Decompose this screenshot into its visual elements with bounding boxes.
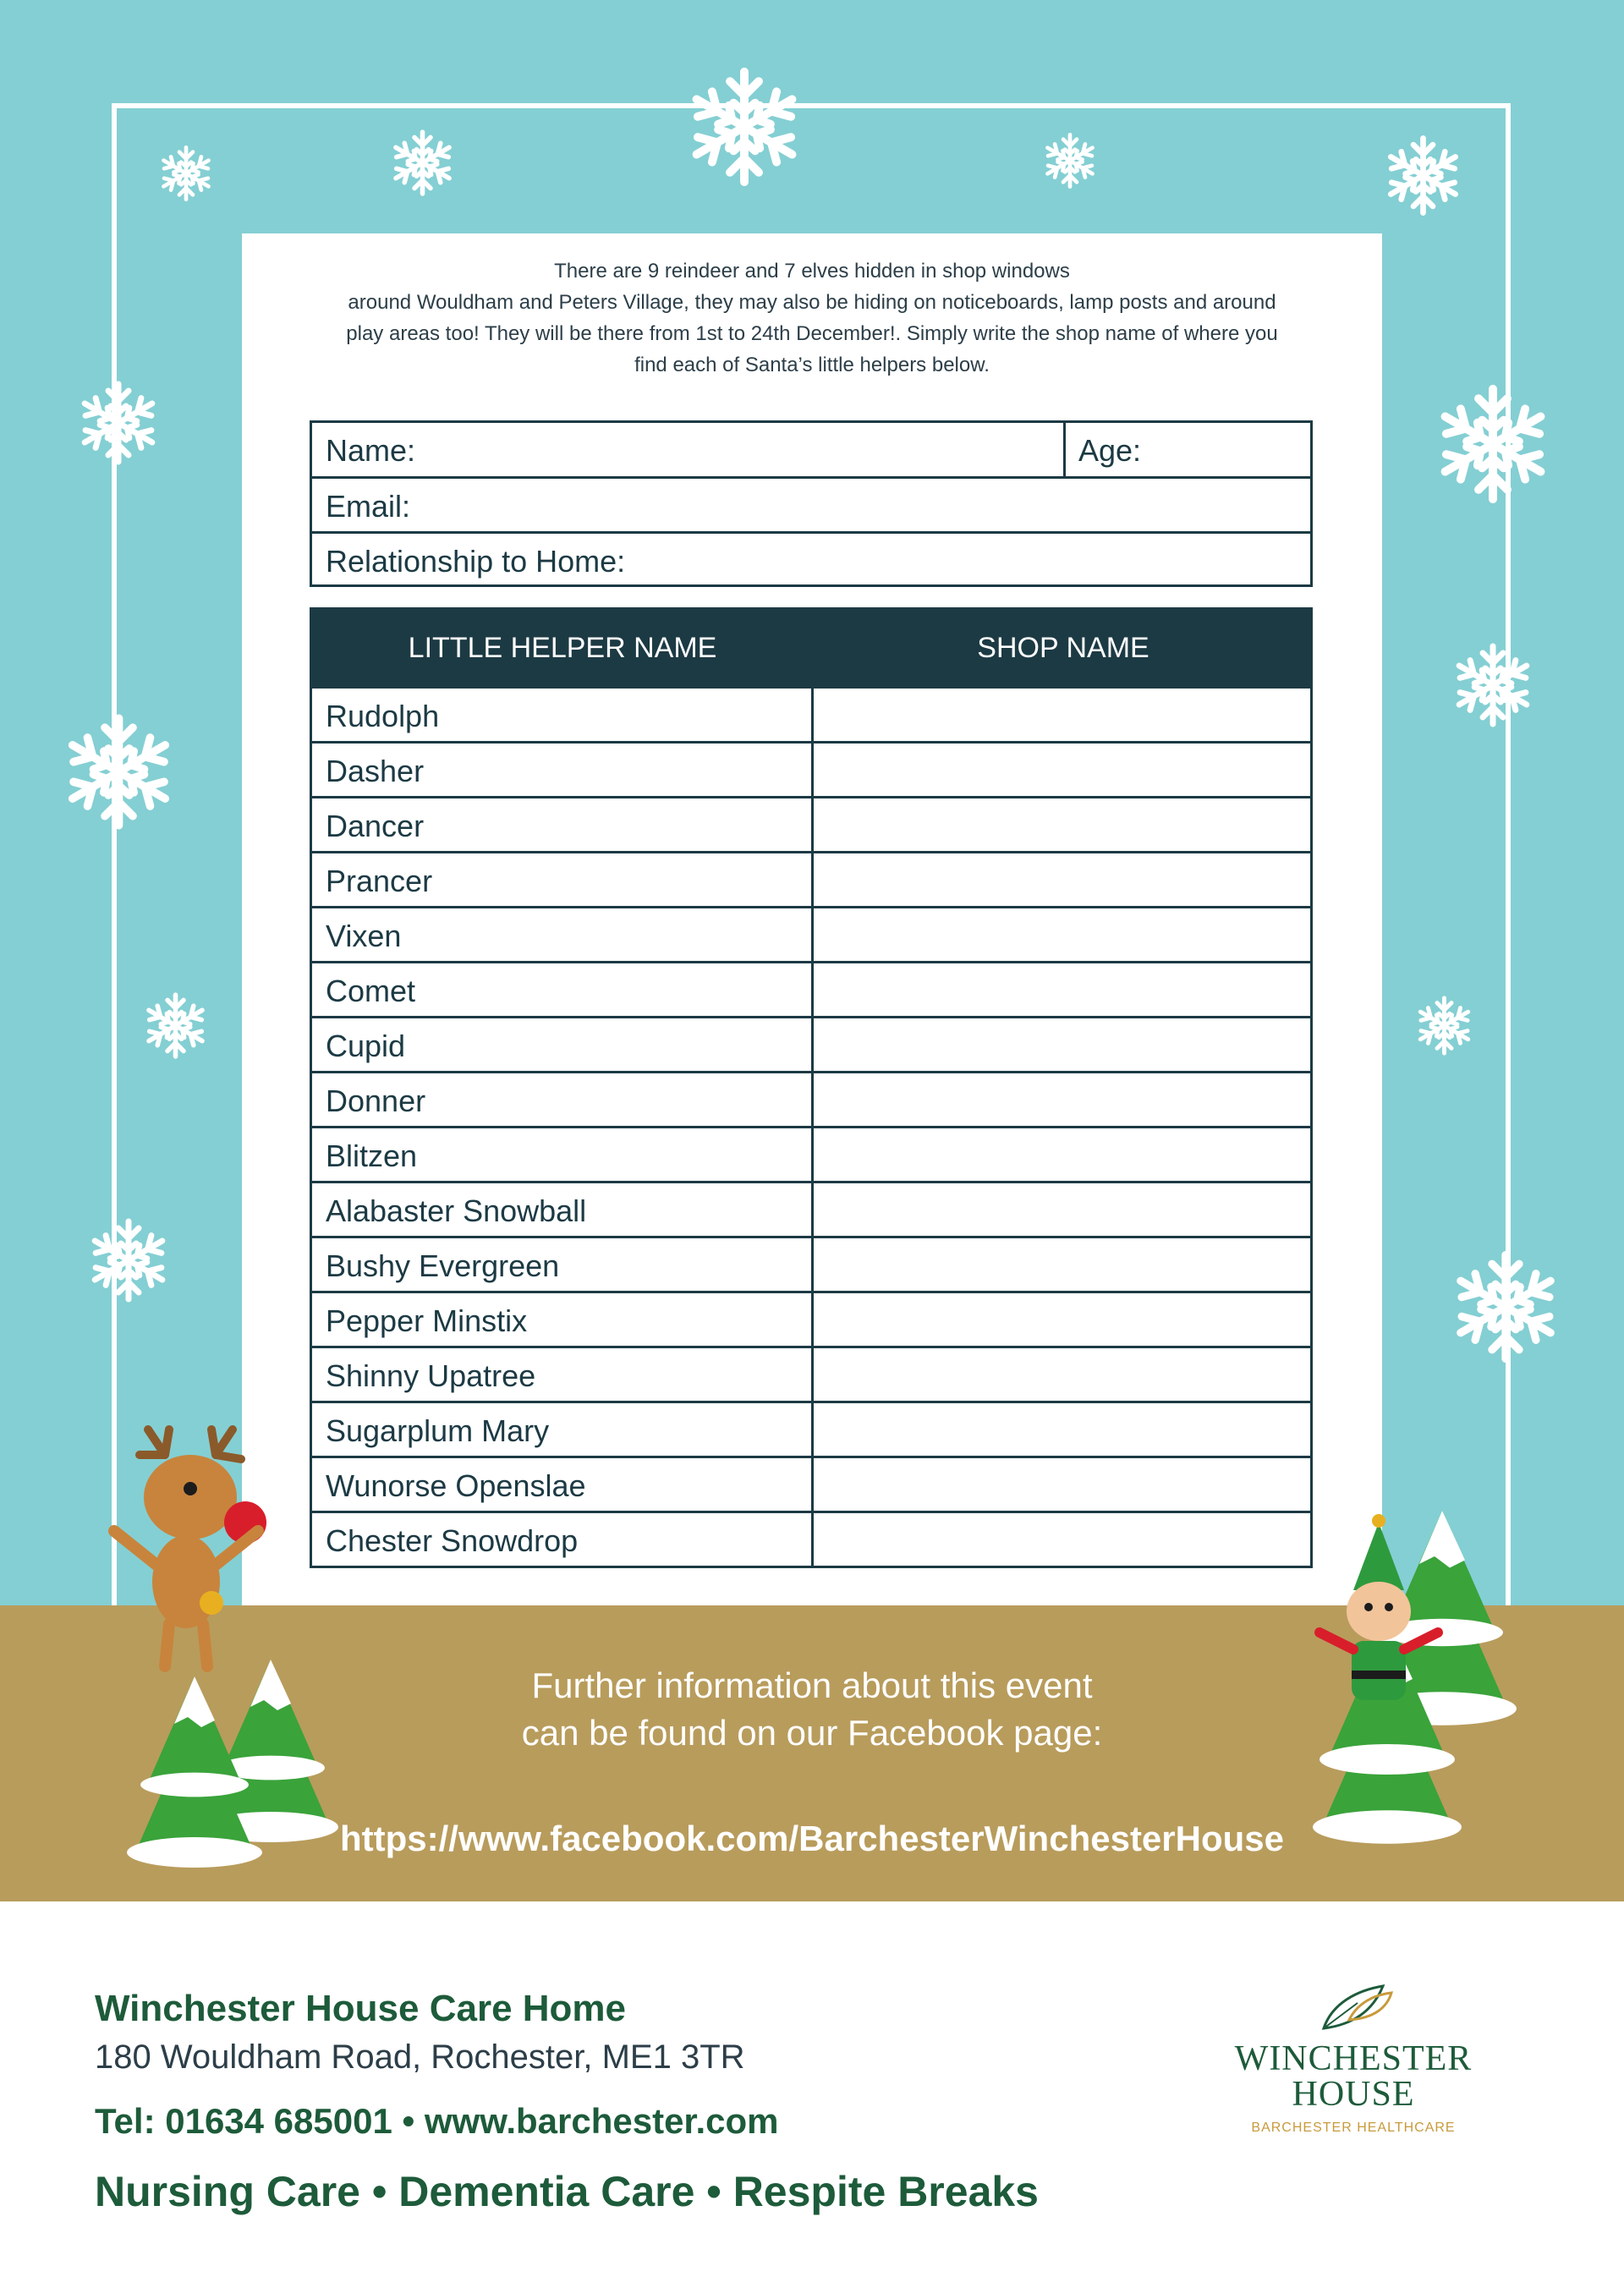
snowflake-icon — [68, 372, 169, 474]
shop-name-cell[interactable] — [814, 908, 1310, 961]
winchester-house-logo — [1210, 1978, 1497, 2136]
home-address: 180 Wouldham Road, Rochester, ME1 3TR — [95, 2038, 745, 2076]
table-row — [312, 1291, 1310, 1346]
facebook-info-line: can be found on our Facebook page: — [521, 1713, 1103, 1753]
helper-name: Shinny Upatree — [326, 1358, 536, 1393]
table-row — [312, 1346, 1310, 1401]
logo-line: HOUSE — [1292, 2075, 1415, 2114]
shop-name-cell[interactable] — [814, 1348, 1310, 1401]
helper-name: Dasher — [326, 754, 425, 788]
shop-name-cell[interactable] — [814, 963, 1310, 1016]
snowflake-icon — [1408, 990, 1480, 1062]
table-row — [312, 1456, 1310, 1511]
facebook-info-line: Further information about this event — [531, 1665, 1093, 1705]
table-row — [312, 1511, 1310, 1566]
helper-name: Cupid — [326, 1029, 406, 1063]
shop-name-cell[interactable] — [814, 1018, 1310, 1071]
name-row[interactable] — [312, 423, 1310, 479]
shop-name-header: SHOP NAME — [977, 632, 1149, 664]
table-row — [312, 1401, 1310, 1456]
instructions-line: around Wouldham and Peters Village, they may also be hiding on noticeboards, lamp posts and around — [348, 291, 1276, 314]
helper-name: Rudolph — [326, 699, 440, 733]
table-row — [312, 686, 1310, 741]
shop-name-cell[interactable] — [814, 1513, 1310, 1566]
row-divider — [1063, 423, 1066, 476]
table-row — [312, 906, 1310, 961]
helper-name: Comet — [326, 974, 416, 1008]
table-row — [312, 961, 1310, 1016]
snowflake-icon — [1421, 372, 1565, 516]
shop-name-cell[interactable] — [814, 798, 1310, 851]
snowflake-icon — [672, 55, 816, 199]
logo-line: WINCHESTER — [1234, 2039, 1473, 2078]
instructions-line: There are 9 reindeer and 7 elves hidden in shop windows — [554, 260, 1070, 283]
snowflake-icon — [382, 123, 463, 203]
instructions-line: find each of Santa’s little helpers below. — [634, 354, 990, 376]
table-row — [312, 1181, 1310, 1236]
helper-name: Donner — [326, 1084, 426, 1118]
logo-tagline: BARCHESTER HEALTHCARE — [1251, 2121, 1456, 2135]
helpers-table — [310, 607, 1313, 1568]
instructions — [271, 255, 1353, 381]
entrant-details-box — [310, 420, 1313, 587]
helper-name: Dancer — [326, 809, 425, 843]
snowflake-icon — [1036, 127, 1104, 195]
shop-name-cell[interactable] — [814, 1073, 1310, 1126]
age-label: Age: — [1078, 433, 1142, 468]
snowflake-icon — [1442, 634, 1544, 736]
snowflake-icon — [152, 140, 220, 207]
snowflake-icon — [135, 985, 216, 1066]
table-row — [312, 1126, 1310, 1181]
email-row[interactable] — [312, 479, 1310, 534]
shop-name-cell[interactable] — [814, 1128, 1310, 1181]
helper-name: Blitzen — [326, 1138, 418, 1173]
helper-name: Wunorse Openslae — [326, 1468, 586, 1503]
helper-name: Bushy Evergreen — [326, 1248, 560, 1283]
table-row — [312, 741, 1310, 796]
relationship-row[interactable] — [312, 534, 1310, 587]
helper-name: Chester Snowdrop — [326, 1523, 579, 1558]
reindeer-icon — [89, 1421, 292, 1675]
table-row — [312, 1071, 1310, 1126]
leaf-icon — [1307, 1978, 1400, 2037]
helper-name: Pepper Minstix — [326, 1303, 528, 1338]
shop-name-cell[interactable] — [814, 1183, 1310, 1236]
table-header — [312, 610, 1310, 686]
helper-name-header: LITTLE HELPER NAME — [408, 632, 717, 664]
table-row — [312, 1016, 1310, 1071]
table-row — [312, 851, 1310, 906]
table-row — [312, 1236, 1310, 1291]
instructions-line: play areas too! They will be there from 1st to 24th December!. Simply write the shop name of where you — [346, 322, 1278, 345]
shop-name-cell[interactable] — [814, 853, 1310, 906]
relationship-label: Relationship to Home: — [326, 544, 626, 579]
shop-name-cell[interactable] — [814, 689, 1310, 741]
snowflake-icon — [1438, 1239, 1573, 1374]
shop-name-cell[interactable] — [814, 1238, 1310, 1291]
shop-name-cell[interactable] — [814, 1458, 1310, 1511]
email-label: Email: — [326, 489, 411, 524]
helper-name: Alabaster Snowball — [326, 1193, 587, 1228]
snowflake-icon — [78, 1210, 179, 1311]
home-name: Winchester House Care Home — [95, 1988, 627, 2029]
name-label: Name: — [326, 433, 416, 468]
contact-line[interactable]: Tel: 01634 685001 • www.barchester.com — [95, 2101, 779, 2141]
helper-name: Sugarplum Mary — [326, 1413, 550, 1448]
shop-name-cell[interactable] — [814, 1293, 1310, 1346]
shop-name-cell[interactable] — [814, 1403, 1310, 1456]
services-line: Nursing Care • Dementia Care • Respite Breaks — [95, 2168, 1039, 2215]
helper-name: Vixen — [326, 919, 402, 953]
helper-name: Prancer — [326, 864, 433, 898]
table-row — [312, 796, 1310, 851]
shop-name-cell[interactable] — [814, 743, 1310, 796]
facebook-link[interactable]: https://www.facebook.com/BarchesterWinchesterHouse — [340, 1819, 1284, 1858]
snowflake-icon — [1374, 127, 1472, 224]
snowflake-icon — [49, 702, 189, 842]
